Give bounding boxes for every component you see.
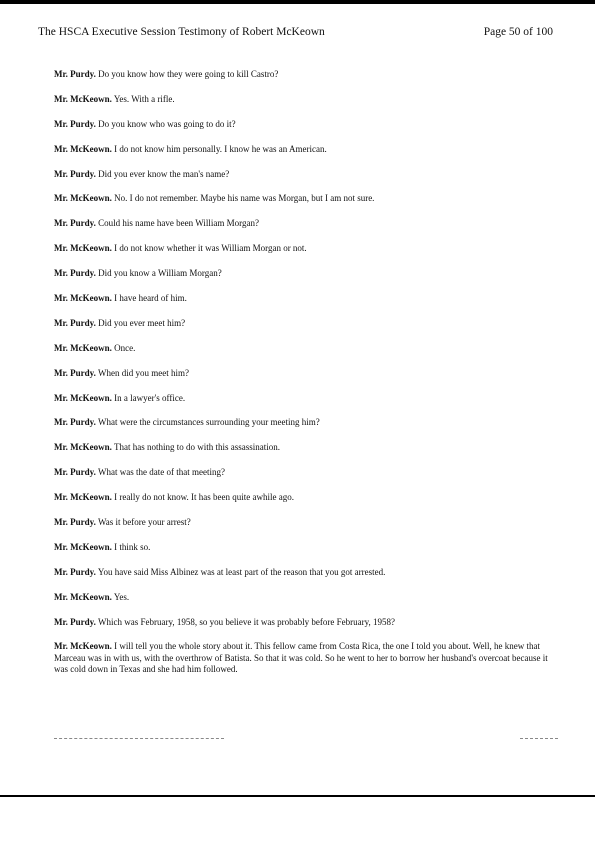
speech-text: Which was February, 1958, so you believe it was probably before February, 1958? xyxy=(98,616,396,627)
speech-text: That has nothing to do with this assassination. xyxy=(114,442,280,453)
page-number: Page 50 of 100 xyxy=(483,26,553,38)
speaker-name: Mr. Purdy. xyxy=(54,218,96,229)
speech-text: I really do not know. It has been quite awhile ago. xyxy=(114,492,295,503)
testimony-paragraph xyxy=(54,641,554,676)
speech-text: In a lawyer's office. xyxy=(114,392,186,403)
testimony-paragraph xyxy=(54,144,554,156)
speech-text: I think so. xyxy=(114,541,151,552)
speaker-name: Mr. McKeown. xyxy=(54,243,112,254)
speaker-name: Mr. Purdy. xyxy=(54,616,96,627)
speaker-name: Mr. Purdy. xyxy=(54,417,96,428)
document-title: The HSCA Executive Session Testimony of Robert McKeown xyxy=(38,26,325,38)
testimony-paragraph xyxy=(54,169,554,181)
speaker-name: Mr. McKeown. xyxy=(54,342,112,353)
testimony-paragraph xyxy=(54,417,554,429)
testimony-paragraph xyxy=(54,542,554,554)
speech-text: I have heard of him. xyxy=(114,293,187,304)
testimony-paragraph xyxy=(54,318,554,330)
testimony-paragraph xyxy=(54,567,554,579)
speech-text: What was the date of that meeting? xyxy=(98,467,225,478)
footnote-divider-left xyxy=(54,738,224,739)
testimony-paragraph xyxy=(54,467,554,479)
speaker-name: Mr. McKeown. xyxy=(54,492,112,503)
speech-text: Yes. xyxy=(113,591,130,602)
speech-text: Yes. With a rifle. xyxy=(113,93,175,104)
testimony-paragraph xyxy=(54,617,554,629)
testimony-paragraph xyxy=(54,492,554,504)
speaker-name: Mr. McKeown. xyxy=(54,143,112,154)
speech-text: I do not know whether it was William Morgan or not. xyxy=(114,243,307,254)
testimony-paragraph xyxy=(54,243,554,255)
speaker-name: Mr. Purdy. xyxy=(54,118,96,129)
speaker-name: Mr. McKeown. xyxy=(54,392,112,403)
speech-text: I will tell you the whole story about it. This fellow came from Costa Rica, the one I told you about. Well, he knew that Marceau was in with us, with the overthrow of Batista. So that it was cold. So he went to her to borrow her husband's overcoat because it was cold down in Texas and she had him followed. xyxy=(54,641,548,675)
speech-text: Do you know how they were going to kill Castro? xyxy=(98,69,279,79)
testimony-paragraph xyxy=(54,119,554,131)
speech-text: You have said Miss Albinez was at least part of the reason that you got arrested. xyxy=(97,566,386,577)
speech-text: I do not know him personally. I know he was an American. xyxy=(114,143,327,154)
testimony-paragraph xyxy=(54,268,554,280)
speaker-name: Mr. McKeown. xyxy=(54,641,112,652)
speech-text: Do you know who was going to do it? xyxy=(98,118,236,129)
speaker-name: Mr. Purdy. xyxy=(54,69,96,79)
speech-text: Once. xyxy=(114,342,136,353)
speaker-name: Mr. McKeown. xyxy=(54,193,112,204)
speaker-name: Mr. Purdy. xyxy=(54,566,96,577)
speech-text: When did you meet him? xyxy=(98,367,189,378)
testimony-paragraph xyxy=(54,293,554,305)
speech-text: No. I do not remember. Maybe his name was Morgan, but I am not sure. xyxy=(114,193,375,204)
testimony-paragraph xyxy=(54,343,554,355)
speaker-name: Mr. McKeown. xyxy=(54,541,112,552)
testimony-paragraph xyxy=(54,592,554,604)
top-rule xyxy=(0,0,595,4)
speaker-name: Mr. Purdy. xyxy=(54,467,96,478)
speaker-name: Mr. McKeown. xyxy=(54,591,112,602)
testimony-paragraph xyxy=(54,218,554,230)
speaker-name: Mr. McKeown. xyxy=(54,293,112,304)
testimony-paragraph xyxy=(54,69,554,81)
speaker-name: Mr. Purdy. xyxy=(54,517,96,528)
testimony-paragraph xyxy=(54,368,554,380)
speech-text: Did you ever meet him? xyxy=(98,317,186,328)
speaker-name: Mr. McKeown. xyxy=(54,93,112,104)
testimony-paragraph xyxy=(54,393,554,405)
speech-text: What were the circumstances surrounding your meeting him? xyxy=(98,417,320,428)
speaker-name: Mr. Purdy. xyxy=(54,268,96,279)
speaker-name: Mr. Purdy. xyxy=(54,317,96,328)
speech-text: Was it before your arrest? xyxy=(98,517,191,528)
testimony-paragraph xyxy=(54,517,554,529)
speech-text: Did you know a William Morgan? xyxy=(98,268,222,279)
bottom-rule xyxy=(0,795,595,797)
testimony-paragraph xyxy=(54,94,554,106)
speaker-name: Mr. McKeown. xyxy=(54,442,112,453)
testimony-paragraph xyxy=(54,442,554,454)
speech-text: Did you ever know the man's name? xyxy=(98,168,230,179)
speaker-name: Mr. Purdy. xyxy=(54,168,96,179)
speech-text: Could his name have been William Morgan? xyxy=(98,218,259,229)
footnote-divider-right xyxy=(520,738,558,739)
testimony-paragraph xyxy=(54,193,554,205)
speaker-name: Mr. Purdy. xyxy=(54,367,96,378)
testimony-body xyxy=(54,69,554,689)
